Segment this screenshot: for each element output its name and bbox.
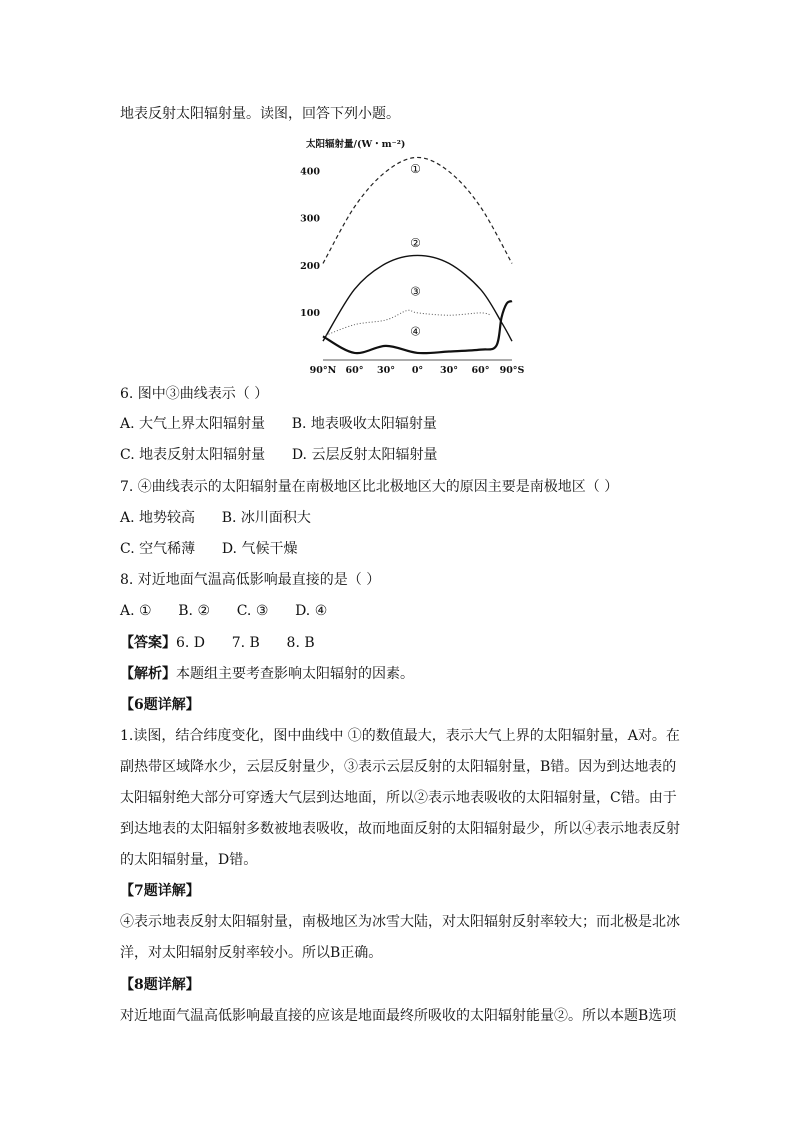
series-label: ④ xyxy=(410,324,421,339)
question-6-options-2: C. 地表反射太阳辐射量 D. 云层反射太阳辐射量 xyxy=(120,447,438,463)
question-8-stem: 8. 对近地面气温高低影响最直接的是（ ） xyxy=(120,572,381,588)
detail-8-label: 【8题详解】 xyxy=(120,977,200,993)
analysis-label: 【解析】 xyxy=(120,666,176,682)
question-7-stem: 7. ④曲线表示的太阳辐射量在南极地区比北极地区大的原因主要是南极地区（ ） xyxy=(120,479,619,495)
intro-text: 地表反射太阳辐射量。读图，回答下列小题。 xyxy=(120,106,400,122)
answer-line xyxy=(120,633,315,653)
x-tick-label: 60° xyxy=(345,365,364,376)
y-tick-label: 200 xyxy=(300,260,320,272)
series-label: ① xyxy=(410,162,421,177)
question-7-options-2: C. 空气稀薄 D. 气候干燥 xyxy=(120,541,298,557)
x-tick-label: 90°S xyxy=(499,365,525,376)
detail-6-line: 1.读图，结合纬度变化，图中曲线中 ①的数值最大，表示大气上界的太阳辐射量，A对。在 xyxy=(120,728,680,744)
question-6-stem: 6. 图中③曲线表示（ ） xyxy=(120,386,269,402)
detail-7-line: 洋，对太阳辐射反射率较小。所以B正确。 xyxy=(120,945,383,961)
answer-text: 6. D 7. B 8. B xyxy=(176,635,315,651)
detail-6-line: 太阳辐射绝大部分可穿透大气层到达地面，所以②表示地表吸收的太阳辐射量，C错。由于 xyxy=(120,790,677,806)
chart-title: 太阳辐射量/(W・m⁻²) xyxy=(306,139,406,150)
x-tick-label: 90°N xyxy=(309,365,337,376)
detail-6-line: 副热带区域降水少，云层反射量少，③表示云层反射的太阳辐射量，B错。因为到达地表的 xyxy=(120,759,677,775)
x-tick-label: 30° xyxy=(377,365,395,376)
question-7-options-1: A. 地势较高 B. 冰川面积大 xyxy=(120,510,311,526)
detail-6-line: 的太阳辐射量，D错。 xyxy=(120,852,258,868)
x-tick-label: 30° xyxy=(440,365,458,376)
series-line xyxy=(323,310,491,336)
series-label: ② xyxy=(410,236,421,251)
series-label: ③ xyxy=(410,284,421,299)
answer-label: 【答案】 xyxy=(120,635,176,651)
y-tick-label: 400 xyxy=(300,166,320,178)
chart-svg xyxy=(300,133,530,378)
y-tick-label: 100 xyxy=(300,307,320,319)
detail-6-line: 到达地表的太阳辐射多数被地表吸收，故而地面反射的太阳辐射最少，所以④表示地表反射 xyxy=(120,821,680,837)
solar-radiation-chart xyxy=(300,133,530,378)
x-tick-label: 60° xyxy=(471,365,490,376)
detail-6-label: 【6题详解】 xyxy=(120,697,200,713)
y-tick-label: 300 xyxy=(300,213,320,225)
x-tick-label: 0° xyxy=(411,365,424,376)
question-6-options-1: A. 大气上界太阳辐射量 B. 地表吸收太阳辐射量 xyxy=(120,416,437,432)
analysis-text: 本题组主要考查影响太阳辐射的因素。 xyxy=(176,666,414,682)
detail-7-line: ④表示地表反射太阳辐射量，南极地区为冰雪大陆，对太阳辐射反射率较大；而北极是北冰 xyxy=(120,914,680,930)
analysis-line xyxy=(120,664,414,684)
question-8-options: A. ① B. ② C. ③ D. ④ xyxy=(120,603,328,619)
detail-8-line: 对近地面气温高低影响最直接的应该是地面最终所吸收的太阳辐射能量②。所以本题B选项 xyxy=(120,1008,677,1024)
detail-7-label: 【7题详解】 xyxy=(120,883,200,899)
